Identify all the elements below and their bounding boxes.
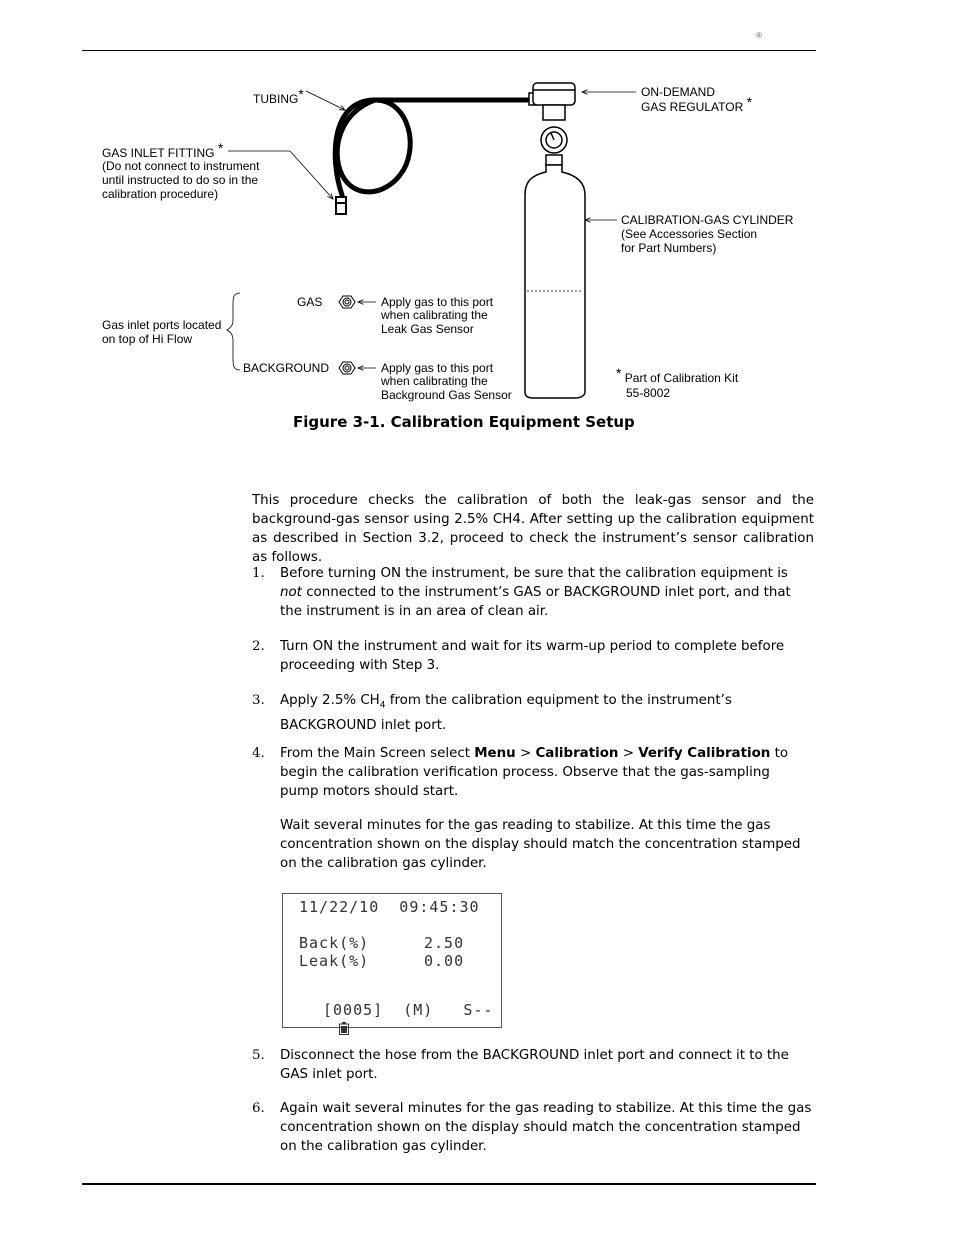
step-number: 3. (252, 693, 265, 708)
kit-label-2: 55-8002 (626, 386, 671, 400)
step-number: 5. (252, 1048, 265, 1063)
step-6: 6. Again wait several minutes for the gas reading to stabilize. At this time the gas concentration shown on the display should match the concentration stamped on the calibration gas cylinder. (252, 1101, 812, 1154)
bg-note-3: Background Gas Sensor (381, 388, 512, 402)
gas-note-1: Apply gas to this port (381, 295, 494, 309)
bg-note-2: when calibrating the (381, 374, 488, 388)
ports-label-1: Gas inlet ports located (102, 318, 222, 332)
tubing-label: TUBING* (253, 86, 304, 106)
kit-label-1: * Part of Calibration Kit (616, 365, 739, 385)
instrument-display (282, 893, 502, 1028)
gas-note-2: when calibrating the (381, 308, 488, 322)
cylinder-label-2: (See Accessories Section (621, 227, 758, 241)
cylinder-label-3: for Part Numbers) (621, 241, 717, 255)
tubing (335, 100, 530, 195)
step-4-note: Wait several minutes for the gas reading to stabilize. At this time the gas concentration shown on the display should match the concentration stamped on the calibration gas cylinder. (280, 818, 801, 871)
step-4: 4. From the Main Screen select Menu > Calibration > Verify Calibration to begin the calibration verification process. Observe that the gas-sampling pump motors should start. (252, 746, 789, 799)
battery-icon (299, 1003, 309, 1016)
display-datetime: 11/22/10 09:45:30 (299, 898, 480, 916)
display-back-value: 2.50 (424, 934, 465, 952)
display-back-label: Back(%) (299, 934, 370, 952)
bg-note-1: Apply gas to this port (381, 361, 494, 375)
ports-label-2: on top of Hi Flow (102, 332, 193, 346)
cylinder-label-1: CALIBRATION-GAS CYLINDER (621, 213, 794, 227)
inlet-fitting-label: GAS INLET FITTING * (102, 140, 224, 160)
display-status: [0005] (M) S-- (323, 1001, 494, 1019)
gas-note-3: Leak Gas Sensor (381, 322, 474, 336)
gas-port-fitting (339, 296, 355, 308)
background-port-fitting (339, 362, 355, 374)
display-leak-value: 0.00 (424, 952, 465, 970)
intro-paragraph: This procedure checks the calibration of both the leak-gas sensor and the background-gas sensor using 2.5% CH4. After setting up the calibration equipment as described in Section 3.2, proceed to check the instrument’s sensor calibration as follows. (252, 493, 814, 565)
step-1: 1. Before turning ON the instrument, be sure that the calibration equipment is not connected to the instrument’s GAS or BACKGROUND inlet port, and that the instrument is in an area of clean air. (252, 566, 791, 619)
gas-inlet-fitting (336, 197, 346, 214)
step-number: 4. (252, 746, 265, 761)
regulator-label-1: ON-DEMAND (641, 85, 715, 99)
step-number: 1. (252, 566, 265, 581)
calibration-equipment-diagram (0, 0, 954, 410)
step-5: 5. Disconnect the hose from the BACKGROUND inlet port and connect it to the GAS inlet port. (252, 1048, 789, 1082)
calibration-gas-cylinder (525, 165, 585, 398)
step-3: 3. Apply 2.5% $CH_4$ from the calibration equipment to the instrument’s BACKGROUND inlet port. (252, 693, 732, 733)
figure-caption: Figure 3-1. Calibration Equipment Setup (293, 413, 635, 431)
inlet-note-2: until instructed to do so in the (102, 173, 259, 187)
inlet-note-3: calibration procedure) (102, 187, 219, 201)
bottom-rule (82, 1183, 816, 1185)
background-port-label: BACKGROUND (243, 361, 330, 375)
regulator-label-2: GAS REGULATOR * (641, 94, 753, 114)
gas-regulator (529, 83, 575, 165)
display-leak-label: Leak(%) (299, 952, 370, 970)
step-2: 2. Turn ON the instrument and wait for its warm-up period to complete before proceeding with Step 3. (252, 639, 785, 673)
step-number: 2. (252, 639, 265, 654)
gas-port-label: GAS (297, 295, 323, 309)
step-number: 6. (252, 1101, 265, 1116)
registered-mark: ® (756, 31, 762, 40)
inlet-note-1: (Do not connect to instrument (102, 159, 260, 173)
